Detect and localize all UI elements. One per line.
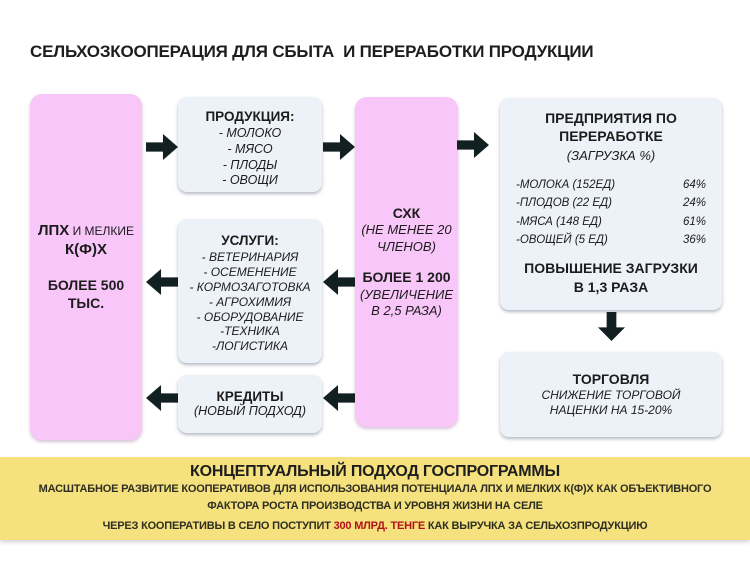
processing-row-label: -МОЛОКА (152ЕД) [516,178,616,191]
products-item: - МЯСО [227,141,273,156]
lph-count: БОЛЕЕ 500 ТЫС. [47,277,125,311]
services-item: - ОБОРУДОВАНИЕ [196,309,304,324]
services-item: - КОРМОЗАГОТОВКА [189,279,311,294]
footer-line: МАСШТАБНОЕ РАЗВИТИЕ КООПЕРАТИВОВ ДЛЯ ИСПОЛЬЗОВАНИЯ ПОТЕНЦИАЛА ЛПХ И МЕЛКИХ К(Ф)Х КАК ОБЪЕКТИВНОГО [38,483,712,495]
processing-title: ПРЕДПРИЯТИЯ ПО ПЕРЕРАБОТКЕ [545,110,677,144]
shk-subtitle: (НЕ МЕНЕЕ 20 ЧЛЕНОВ) [361,222,452,254]
footer-title: КОНЦЕПТУАЛЬНЫЙ ПОДХОД ГОСПРОГРАММЫ [190,463,560,480]
arrow-down-icon [598,312,625,341]
services-item: - АГРОХИМИЯ [208,294,292,309]
products-item: - МОЛОКО [218,126,282,140]
arrow-right-icon [146,134,178,160]
shk-count: БОЛЕЕ 1 200 [362,269,451,285]
lph-name-line [38,222,134,241]
processing-row-label: -ОВОЩЕЙ (5 ЕД) [516,233,608,246]
credits-title: КРЕДИТЫ [216,388,284,404]
arrow-left-icon [323,385,355,411]
services-title: УСЛУГИ: [221,233,279,248]
processing-row [516,231,706,249]
processing-row-value: 64% [682,178,706,191]
page-title: СЕЛЬХОЗКООПЕРАЦИЯ ДЛЯ СБЫТА И ПЕРЕРАБОТКИ ПРОДУКЦИИ [30,42,594,61]
processing-rows [500,176,722,250]
processing-row-label: -ПЛОДОВ (22 ЕД) [516,197,612,210]
processing-row-value: 24% [682,197,706,210]
arrow-left-icon [146,385,178,411]
footer-line3-highlight: 300 МЛРД. ТЕНГЕ [333,520,426,532]
arrow-left-icon [146,269,178,295]
lph-box [30,94,142,440]
lph-name-line2: К(Ф)Х [65,240,107,258]
footer-line3-prefix: ЧЕРЕЗ КООПЕРАТИВЫ В СЕЛО ПОСТУПИТ [102,520,334,532]
footer-band [0,457,750,540]
lph-name-rest: И МЕЛКИЕ [69,223,135,238]
products-box [178,97,322,192]
arrow-left-icon [323,269,355,295]
processing-row [516,194,706,212]
services-box [178,219,322,363]
processing-row-label: -МЯСА (148 ЕД) [516,215,602,228]
services-item: - ВЕТЕРИНАРИЯ [201,250,299,264]
shk-title: СХК [392,204,421,221]
processing-row-value: 36% [682,233,706,246]
arrow-right-icon [323,134,355,160]
credits-subtitle: (НОВЫЙ ПОДХОД) [193,403,307,418]
products-item: - ПЛОДЫ [222,157,278,172]
services-item: -ЛОГИСТИКА [212,339,288,354]
footer-line: ФАКТОРА РОСТА ПРОИЗВОДСТВА И УРОВНЯ ЖИЗНИ НА СЕЛЕ [207,499,543,512]
footer-line3-suffix: КАК ВЫРУЧКА ЗА СЕЛЬХОЗПРОДУКЦИЮ [425,520,648,532]
processing-subtitle: (ЗАГРУЗКА %) [566,147,656,163]
processing-footer: ПОВЫШЕНИЕ ЗАГРУЗКИ В 1,3 РАЗА [524,260,698,295]
processing-row-value: 61% [682,215,706,228]
products-title: ПРОДУКЦИЯ: [205,109,295,124]
services-item: - ОСЕМЕНЕНИЕ [203,264,297,279]
trade-subtitle: СНИЖЕНИЕ ТОРГОВОЙ НАЦЕНКИ НА 15-20% [541,388,681,418]
arrow-right-icon [457,132,489,158]
products-item: - ОВОЩИ [222,173,278,188]
shk-box [355,97,458,427]
credits-box [178,375,322,433]
services-item: -ТЕХНИКА [220,324,280,339]
processing-row [516,176,706,194]
trade-box [500,352,722,437]
processing-box [500,98,722,310]
shk-note: (УВЕЛИЧЕНИЕ В 2,5 РАЗА) [360,286,453,318]
processing-row [516,213,706,231]
footer-highlight-line [0,520,750,532]
trade-title: ТОРГОВЛЯ [572,370,650,387]
lph-name-bold: ЛПХ [37,221,70,239]
